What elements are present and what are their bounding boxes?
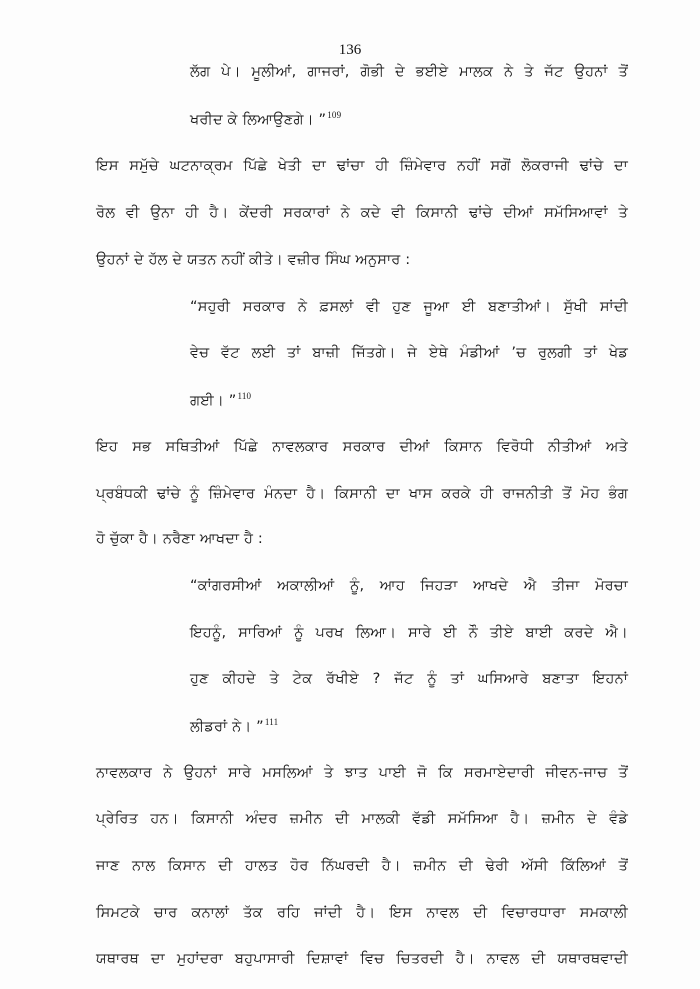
paragraph-line — [96, 951, 628, 967]
paragraph-line — [96, 811, 628, 827]
paragraph-line — [96, 486, 628, 502]
line-text: “ਸਹੁਰੀ ਸਰਕਾਰ ਨੇ ਫ਼ਸਲਾਂ ਵੀ ਹੁਣ ਜੂਆ ਈ ਬਣਾਤੀਆਂ। ਸੁੱਖੀ ਸਾਂਦੀ — [190, 299, 628, 315]
paragraph-line — [96, 439, 628, 455]
line-text: ਯਥਾਰਥ ਦਾ ਮੁਹਾਂਦਰਾ ਬਹੁਪਾਸਾਰੀ ਦਿਸ਼ਾਵਾਂ ਵਿਚ ਚਿਤਰਦੀ ਹੈ। ਨਾਵਲ ਦੀ ਯਥਾਰਥਵਾਦੀ — [96, 951, 628, 967]
footnote-reference: 109 — [327, 110, 342, 120]
paragraph-line — [96, 252, 628, 268]
block-quote-line — [190, 578, 628, 594]
line-text: ਪ੍ਰੇਰਿਤ ਹਨ। ਕਿਸਾਨੀ ਅੰਦਰ ਜ਼ਮੀਨ ਦੀ ਮਾਲਕੀ ਵੱਡੀ ਸਮੱਸਿਆ ਹੈ। ਜ਼ਮੀਨ ਦੇ ਵੰਡੇ — [96, 811, 628, 827]
block-quote-line — [190, 345, 628, 361]
footnote-reference: 111 — [264, 717, 279, 727]
line-text: “ਕਾਂਗਰਸੀਆਂ ਅਕਾਲੀਆਂ ਨੂੰ, ਆਹ ਜਿਹੜਾ ਆਖਦੇ ਐ ਤੀਜਾ ਮੋਰਚਾ — [190, 578, 628, 594]
page-number: 136 — [338, 42, 362, 58]
paragraph-line — [96, 765, 628, 781]
block-quote-line — [190, 671, 628, 687]
footnote-reference: 110 — [237, 391, 252, 401]
line-text: ਹੁਣ ਕੀਹਦੇ ਤੇ ਟੇਕ ਰੱਖੀਏ ? ਜੱਟ ਨੂੰ ਤਾਂ ਘਸਿਆਰੇ ਬਣਾਤਾ ਇਹਨਾਂ — [190, 671, 628, 687]
line-text: ਪ੍ਰਬੰਧਕੀ ਢਾਂਚੇ ਨੂੰ ਜ਼ਿੰਮੇਵਾਰ ਮੰਨਦਾ ਹੈ। ਕਿਸਾਨੀ ਦਾ ਖਾਸ ਕਰਕੇ ਹੀ ਰਾਜਨੀਤੀ ਤੋਂ ਮੋਹ ਭੰਗ — [96, 486, 628, 502]
block-quote-line — [190, 110, 628, 128]
block-quote-line — [190, 625, 628, 641]
block-quote-line — [190, 717, 628, 735]
line-text: ਇਹ ਸਭ ਸਥਿਤੀਆਂ ਪਿੱਛੇ ਨਾਵਲਕਾਰ ਸਰਕਾਰ ਦੀਆਂ ਕਿਸਾਨ ਵਿਰੋਧੀ ਨੀਤੀਆਂ ਅਤੇ — [96, 439, 628, 455]
paragraph-line — [96, 858, 628, 874]
line-text: ਲੀਡਰਾਂ ਨੇ। ” — [190, 719, 264, 735]
line-text: ਨਾਵਲਕਾਰ ਨੇ ਉਹਨਾਂ ਸਾਰੇ ਮਸਲਿਆਂ ਤੇ ਝਾਤ ਪਾਈ ਜੋ ਕਿ ਸਰਮਾਏਦਾਰੀ ਜੀਵਨ-ਜਾਚ ਤੋਂ — [96, 765, 628, 781]
line-text: ਹੋ ਚੁੱਕਾ ਹੈ। ਨਰੈਣਾ ਆਖਦਾ ਹੈ : — [96, 531, 263, 547]
line-text: ਉਹਨਾਂ ਦੇ ਹੱਲ ਦੇ ਯਤਨ ਨਹੀਂ ਕੀਤੇ। ਵਜ਼ੀਰ ਸਿੰਘ ਅਨੁਸਾਰ : — [96, 252, 411, 268]
line-text: ਸਿਮਟਕੇ ਚਾਰ ਕਨਾਲਾਂ ਤੱਕ ਰਹਿ ਜਾਂਦੀ ਹੈ। ਇਸ ਨਾਵਲ ਦੀ ਵਿਚਾਰਧਾਰਾ ਸਮਕਾਲੀ — [96, 905, 628, 921]
line-text: ਇਹਨੂੰ, ਸਾਰਿਆਂ ਨੂੰ ਪਰਖ ਲਿਆ। ਸਾਰੇ ਈ ਨੌ ਤੀਏ ਬਾਈ ਕਰਦੇ ਐ। — [190, 625, 628, 641]
line-text: ਵੇਚ ਵੱਟ ਲਈ ਤਾਂ ਬਾਜ਼ੀ ਜਿੱਤਗੇ। ਜੇ ਏਥੇ ਮੰਡੀਆਂ ’ਚ ਰੁਲਗੀ ਤਾਂ ਖੇਡ — [190, 345, 628, 361]
block-quote-line — [190, 64, 628, 80]
line-text: ਜਾਣ ਨਾਲ ਕਿਸਾਨ ਦੀ ਹਾਲਤ ਹੋਰ ਨਿੱਘਰਦੀ ਹੈ। ਜ਼ਮੀਨ ਦੀ ਢੇਰੀ ਅੱਸੀ ਕਿੱਲਿਆਂ ਤੋਂ — [96, 858, 628, 874]
paragraph-line — [96, 205, 628, 221]
paragraph-line — [96, 531, 628, 547]
paragraph-line — [96, 158, 628, 174]
line-text: ਰੋਲ ਵੀ ਉਨਾ ਹੀ ਹੈ। ਕੇਂਦਰੀ ਸਰਕਾਰਾਂ ਨੇ ਕਦੇ ਵੀ ਕਿਸਾਨੀ ਢਾਂਚੇ ਦੀਆਂ ਸਮੱਸਿਆਵਾਂ ਤੇ — [96, 205, 628, 221]
line-text: ਇਸ ਸਮੁੱਚੇ ਘਟਨਾਕ੍ਰਮ ਪਿੱਛੇ ਖੇਤੀ ਦਾ ਢਾਂਚਾ ਹੀ ਜ਼ਿੰਮੇਵਾਰ ਨਹੀਂ ਸਗੋਂ ਲੋਕਰਾਜੀ ਢਾਂਚੇ ਦਾ — [96, 158, 628, 174]
line-text: ਖਰੀਦ ਕੇ ਲਿਆਉਣਗੇ। ” — [190, 112, 327, 128]
line-text: ਲੱਗ ਪੇ। ਮੂਲੀਆਂ, ਗਾਜਰਾਂ, ਗੋਭੀ ਦੇ ਭਈਏ ਮਾਲਕ ਨੇ ਤੇ ਜੱਟ ਉਹਨਾਂ ਤੋਂ — [190, 64, 628, 80]
line-text: ਗਈ। ” — [190, 393, 237, 409]
paragraph-line — [96, 905, 628, 921]
block-quote-line — [190, 391, 628, 409]
block-quote-line — [190, 299, 628, 315]
